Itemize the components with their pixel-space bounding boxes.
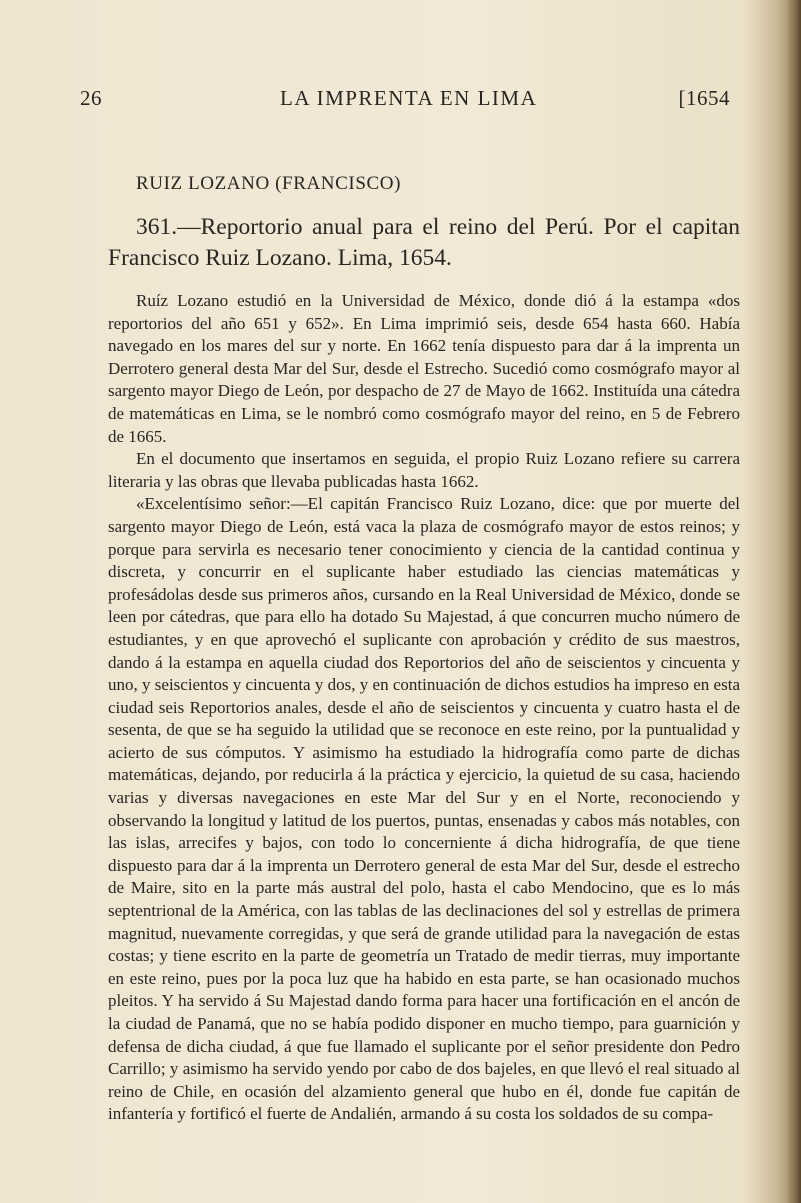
entry-body — [108, 290, 740, 1126]
paragraph-biography: Ruíz Lozano estudió en la Universidad de México, donde dió á la estampa «dos reportorios del año 651 y 652». En Lima imprimió seis, desde 654 hasta 660. Había navegado en los mares del sur y norte. En 1662 tenía dispuesto para dar á la imprenta un Derrotero general desta Mar del Sur, desde el Estrecho. Sucedió como cosmógrafo mayor al sargento mayor Diego de León, por despacho de 27 de Mayo de 1662. Instituída una cátedra de matemáticas en Lima, se le nombró como cosmógrafo mayor del reino, en 5 de Febrero de 1665. — [108, 291, 740, 446]
page-number: 26 — [80, 86, 102, 110]
running-head — [80, 86, 730, 116]
paragraph-petition: «Excelentísimo señor:—El capitán Francisco Ruiz Lozano, dice: que por muerte del sargento mayor Diego de León, está vaca la plaza de cosmógrafo mayor de estos reinos; y porque para servirla es necesario tener conocimiento y ciencia de la cantidad continua y discreta, y concurrir en el suplicante haber estudiado las ciencias matemáticas y profesádolas desde sus primeros años, cursando en la Real Universidad de México, donde se leen por cátedras, que para ello ha dotado Su Majestad, á que concurren mucho número de estudiantes, y en que aprovechó el suplicante con aprobación y crédito de sus maestros, dando á la estampa en aquella ciudad dos Reportorios del año de seiscientos y cincuenta y uno, y seiscientos y cincuenta y dos, y en continuación de dichos estudios ha impreso en esta ciudad seis Reportorios anales, desde el año de seiscientos y cincuenta y cuatro hasta el de sesenta, de que se ha seguido la utilidad que se reconoce en este reino, por la puntualidad y acierto de sus cómputos. Y asimismo ha estudiado la hidrografía como parte de dichas matemáticas, dejando, por reducirla á la práctica y ejercicio, la quietud de su casa, haciendo varias y diversas navegaciones en este Mar del Sur y en el Norte, reconociendo y observando la longitud y latitud de los puertos, puntas, ensenadas y cabos más notables, con las islas, arrecifes y bajos, con todo lo concerniente á dicha hidrografía, de que tiene dispuesto para dar á la imprenta un Derrotero general de esta Mar del Sur, desde el estrecho de Maire, sito en la parte más austral del polo, hasta el cabo Mendocino, que es lo más septentrional de la América, con las tablas de las declinaciones del sol y estrellas de primera magnitud, nuevamente corregidas, y que será de grande utilidad para la navegación de estas costas; y tiene escrito en la parte de geometría un Tratado de medir tierras, muy importante en este reino, pues por la poca luz que ha habido en esta parte, se han ocasionado muchos pleitos. Y ha servido á Su Majestad dando forma para hacer una fortificación en el ancón de la ciudad de Panamá, que no se había podido disponer en mucho tiempo, para guarnición y defensa de dicha ciudad, á que fue llamado el suplicante por el señor presidente don Pedro Carrillo; y asimismo ha servido yendo por cabo de dos bajeles, en que llevó el real situado al reino de Chile, en ocasión del alzamiento general que hubo en él, donde fue capitán de infantería y fortificó el fuerte de Andalién, armando á su costa los soldados de su compa- — [108, 494, 740, 1124]
running-year: [1654 — [678, 86, 730, 110]
entry-author: RUIZ LOZANO (FRANCISCO) — [136, 173, 402, 194]
running-title: LA IMPRENTA EN LIMA — [280, 86, 538, 110]
paragraph-intro: En el documento que insertamos en seguida, el propio Ruiz Lozano refiere su carrera literaria y las obras que llevaba publicadas hasta 1662. — [108, 449, 740, 491]
page-edge-shadow — [787, 0, 801, 1203]
entry-title: 361.—Reportorio anual para el reino del Perú. Por el capitan Francisco Ruiz Lozano. Lima, 1654. — [108, 214, 740, 271]
